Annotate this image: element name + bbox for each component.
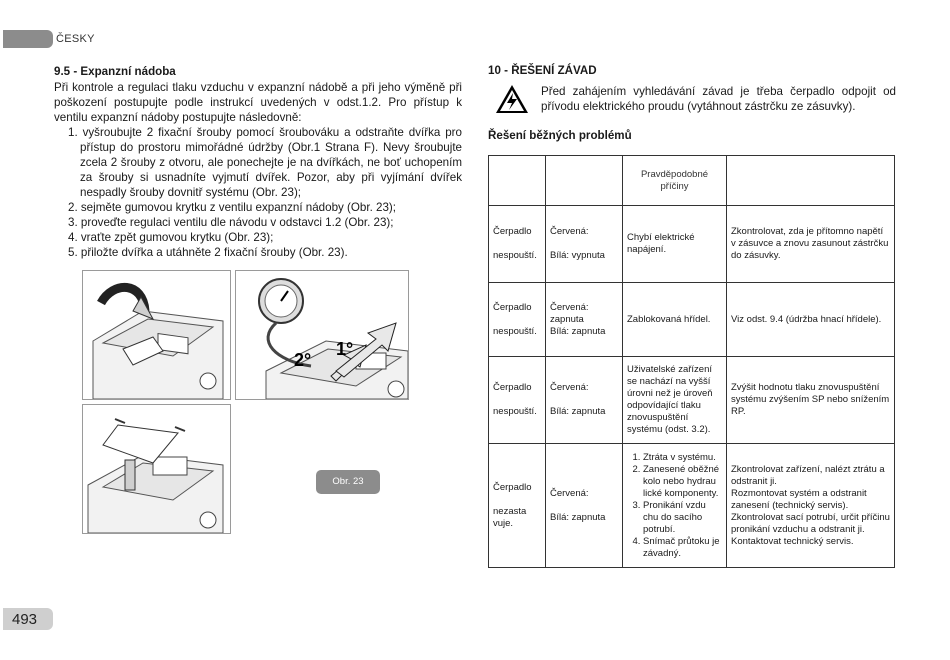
led-cell: Červená: Bílá: vypnuta [546, 206, 623, 283]
troubleshooting-table [488, 155, 895, 568]
section-troubleshooting [488, 64, 896, 142]
figure-mark-2: 2° [294, 350, 312, 370]
figure-remove-door [82, 270, 231, 400]
cause-cell: Uživatelské zařízení se nachází na vyšší úrovni než je úroveň odpovídající tlaku znovuspuštění systému (odst. 3.2). [623, 357, 727, 444]
table-row [489, 357, 895, 444]
step-item: 4. vraťte zpět gumovou krytku (Obr. 23); [68, 231, 274, 244]
table-header-row [489, 156, 895, 206]
header-cell [727, 156, 895, 206]
section-intro: Při kontrole a regulaci tlaku vzduchu v expanzní nádobě a při jeho výměně při poškození postupujte podle instrukcí uvedených v odst.1.2. Pro přístup k ventilu expanzní nádoby postupujte následovně: [54, 81, 462, 124]
problem-cell: Čerpadlo nezasta vuje. [489, 444, 546, 568]
led-cell: Červená: Bílá: zapnuta [546, 444, 623, 568]
table-row [489, 444, 895, 568]
figure-screws [82, 404, 231, 534]
header-cell [546, 156, 623, 206]
table-row [489, 206, 895, 283]
step-item: 5. přiložte dvířka a utáhněte 2 fixační šrouby (Obr. 23). [68, 246, 348, 259]
section-title: 10 - ŘEŠENÍ ZÁVAD [488, 64, 597, 77]
step-item: 1. vyšroubujte 2 fixační šrouby pomocí šroubováku a odstraňte dvířka pro přístup do prostoru mimořádné údržby (Obr.1 Strana F). Nevy šroubujte zcela 2 šrouby z otvoru, ale ponechejte je na dvířkách, ne boť uchopením za šrouby si usnadníte vyjmutí dvířek. Pozor, aby při vyjímání dvířek nespadly šrouby dovnitř systému (Obr. 23); [68, 126, 462, 199]
table-row [489, 283, 895, 357]
step-item: 2. sejměte gumovou krytku z ventilu expanzní nádoby (Obr. 23); [68, 201, 397, 214]
cause-cell: Chybí elektrické napájení. [623, 206, 727, 283]
figure-caption: Obr. 23 [316, 470, 380, 494]
remedy-cell: Zvýšit hodnotu tlaku znovuspuštění systému zvýšením SP nebo snížením RP. [727, 357, 895, 444]
page-number: 493 [12, 611, 38, 628]
electric-hazard-icon [495, 84, 529, 114]
header-cell [489, 156, 546, 206]
led-cell: Červená: Bílá: zapnuta [546, 357, 623, 444]
problem-cell: Čerpadlo nespouští. [489, 206, 546, 283]
section-expansion-vessel [54, 64, 462, 260]
problem-cell: Čerpadlo nespouští. [489, 357, 546, 444]
figure-pressure-gauge [235, 270, 409, 400]
steps-list [54, 125, 462, 260]
header-cell: Pravděpodobné příčiny [623, 156, 727, 206]
subsection-title: Řešení běžných problémů [488, 129, 632, 142]
remedy-cell: Zkontrolovat, zda je přítomno napětí v zásuvce a znovu zasunout zástrčku do zásuvky. [727, 206, 895, 283]
remedy-cell: Viz odst. 9.4 (údržba hnací hřídele). [727, 283, 895, 357]
step-item: 3. proveďte regulaci ventilu dle návodu v odstavci 1.2 (Obr. 23); [68, 216, 394, 229]
remedy-cell: Zkontrolovat zařízení, nalézt ztrátu a odstranit ji. Rozmontovat systém a odstranit zanesení (technický servis). Zkontrolovat sací potrubí, určit příčinu pronikání vzduchu a odstranit ji. Kontaktovat technický servis. [727, 444, 895, 568]
cause-cell: 1. Ztráta v systému. 2. Zanesené oběžné kolo nebo hydrau lické komponenty. 3. Pronikání vzdu chu do sacího potrubí. 4. Snímač průtoku je závadný. [623, 444, 727, 568]
problem-cell: Čerpadlo nespouští. [489, 283, 546, 357]
warning-text: Před zahájením vyhledávání závad je třeba čerpadlo odpojit od přívodu elektrického proudu (vytáhnout zástrčku ze zásuvky). [541, 85, 896, 113]
led-cell: Červená: zapnuta Bílá: zapnuta [546, 283, 623, 357]
language-label: ČESKY [56, 33, 95, 45]
language-tab [3, 30, 53, 48]
cause-cell: Zablokovaná hřídel. [623, 283, 727, 357]
figure-mark-1: 1° [336, 339, 354, 359]
section-title: 9.5 - Expanzní nádoba [54, 65, 176, 78]
